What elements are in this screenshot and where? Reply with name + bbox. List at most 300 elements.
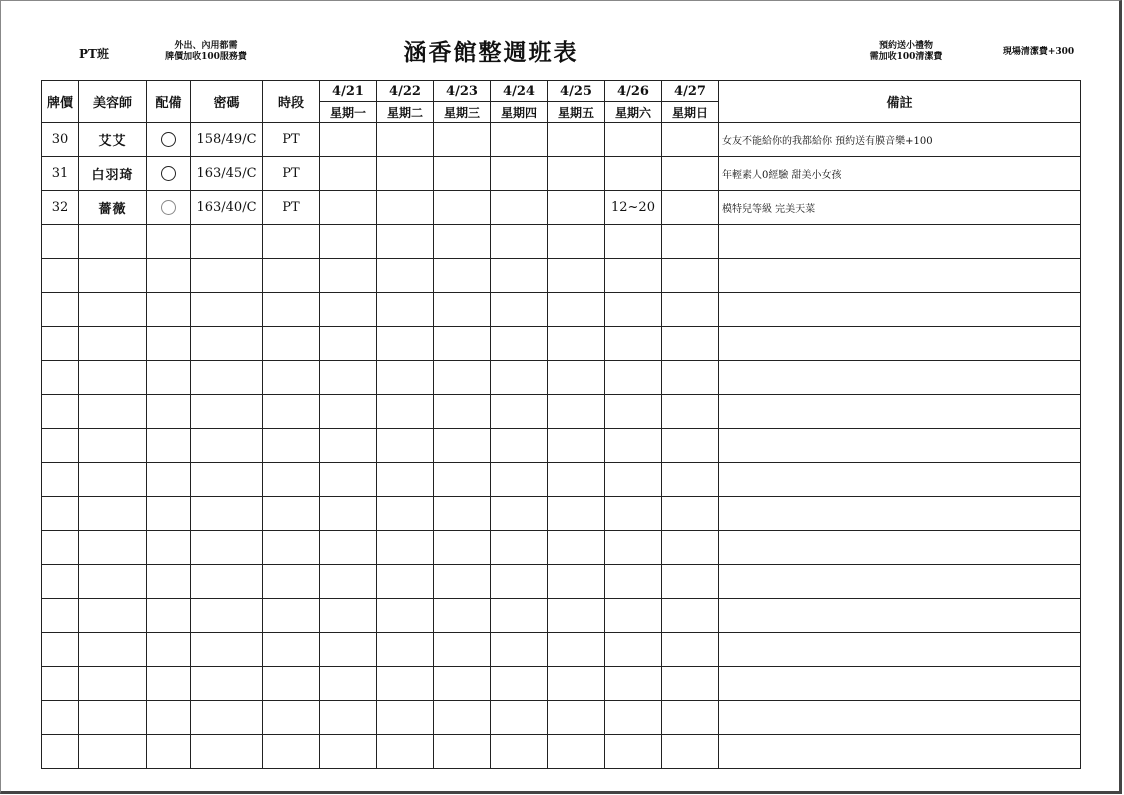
empty-cell[interactable] (263, 395, 320, 429)
empty-cell[interactable] (662, 701, 719, 735)
empty-cell[interactable] (79, 735, 147, 769)
empty-row (42, 701, 1081, 735)
empty-cell[interactable] (605, 395, 662, 429)
cell-schedule[interactable] (434, 157, 491, 191)
empty-cell[interactable] (377, 361, 434, 395)
cell-remark: 模特兒等級 完美天菜 (719, 191, 1081, 225)
empty-cell[interactable] (191, 667, 263, 701)
empty-cell[interactable] (42, 633, 79, 667)
empty-cell[interactable] (719, 667, 1081, 701)
empty-cell[interactable] (491, 225, 548, 259)
empty-cell[interactable] (491, 633, 548, 667)
empty-cell[interactable] (377, 667, 434, 701)
empty-cell[interactable] (548, 429, 605, 463)
empty-cell[interactable] (191, 735, 263, 769)
empty-cell[interactable] (377, 735, 434, 769)
cell-schedule[interactable] (434, 191, 491, 225)
empty-cell[interactable] (79, 633, 147, 667)
empty-cell[interactable] (320, 463, 377, 497)
empty-row (42, 259, 1081, 293)
col-header-stylist: 美容師 (79, 81, 147, 123)
col-header-period: 時段 (263, 81, 320, 123)
empty-cell[interactable] (191, 497, 263, 531)
table-row (42, 157, 1081, 191)
empty-cell[interactable] (377, 259, 434, 293)
empty-cell[interactable] (320, 429, 377, 463)
empty-cell[interactable] (719, 327, 1081, 361)
class-label: PT班 (79, 47, 109, 61)
empty-cell[interactable] (263, 327, 320, 361)
cell-period: PT (263, 191, 320, 225)
empty-cell[interactable] (434, 633, 491, 667)
empty-cell[interactable] (434, 667, 491, 701)
empty-cell[interactable] (147, 531, 191, 565)
cell-schedule[interactable] (662, 123, 719, 157)
empty-cell[interactable] (605, 463, 662, 497)
empty-cell[interactable] (662, 599, 719, 633)
empty-cell[interactable] (377, 497, 434, 531)
cell-schedule[interactable] (491, 191, 548, 225)
empty-cell[interactable] (191, 395, 263, 429)
empty-cell[interactable] (605, 259, 662, 293)
empty-cell[interactable] (719, 701, 1081, 735)
empty-cell[interactable] (605, 293, 662, 327)
empty-cell[interactable] (434, 293, 491, 327)
empty-cell[interactable] (662, 361, 719, 395)
empty-cell[interactable] (491, 531, 548, 565)
empty-cell[interactable] (548, 735, 605, 769)
empty-cell[interactable] (719, 463, 1081, 497)
empty-cell[interactable] (434, 463, 491, 497)
empty-cell[interactable] (605, 497, 662, 531)
service-fee-note (151, 41, 261, 64)
empty-row (42, 463, 1081, 497)
empty-cell[interactable] (263, 701, 320, 735)
empty-cell[interactable] (42, 327, 79, 361)
empty-cell[interactable] (548, 225, 605, 259)
empty-row (42, 667, 1081, 701)
empty-cell[interactable] (662, 225, 719, 259)
empty-cell[interactable] (662, 293, 719, 327)
empty-cell[interactable] (605, 599, 662, 633)
cell-schedule[interactable] (548, 123, 605, 157)
empty-cell[interactable] (263, 531, 320, 565)
empty-cell[interactable] (79, 701, 147, 735)
cell-schedule[interactable] (662, 157, 719, 191)
cell-schedule[interactable]: 12~20 (605, 191, 662, 225)
empty-cell[interactable] (191, 225, 263, 259)
empty-cell[interactable] (263, 599, 320, 633)
empty-cell[interactable] (548, 259, 605, 293)
empty-cell[interactable] (191, 361, 263, 395)
empty-cell[interactable] (320, 599, 377, 633)
empty-cell[interactable] (719, 531, 1081, 565)
empty-cell[interactable] (662, 633, 719, 667)
weekly-schedule-table (41, 80, 1081, 769)
cell-equip (147, 123, 191, 157)
empty-cell[interactable] (147, 667, 191, 701)
empty-row (42, 599, 1081, 633)
empty-cell[interactable] (434, 701, 491, 735)
empty-cell[interactable] (42, 429, 79, 463)
empty-cell[interactable] (377, 633, 434, 667)
empty-cell[interactable] (662, 735, 719, 769)
empty-cell[interactable] (42, 259, 79, 293)
empty-cell[interactable] (263, 293, 320, 327)
empty-cell[interactable] (434, 599, 491, 633)
empty-cell[interactable] (434, 565, 491, 599)
cell-code: 163/40/C (191, 191, 263, 225)
booking-note-line1: 預約送小禮物 (878, 41, 933, 51)
cell-schedule[interactable] (377, 123, 434, 157)
empty-cell[interactable] (434, 361, 491, 395)
empty-cell[interactable] (42, 293, 79, 327)
empty-cell[interactable] (548, 327, 605, 361)
empty-cell[interactable] (147, 259, 191, 293)
empty-cell[interactable] (377, 225, 434, 259)
empty-cell[interactable] (605, 361, 662, 395)
empty-cell[interactable] (191, 259, 263, 293)
empty-cell[interactable] (548, 565, 605, 599)
empty-cell[interactable] (191, 531, 263, 565)
empty-cell[interactable] (662, 497, 719, 531)
empty-cell[interactable] (662, 395, 719, 429)
empty-cell[interactable] (719, 361, 1081, 395)
empty-cell[interactable] (548, 497, 605, 531)
empty-cell[interactable] (263, 633, 320, 667)
empty-row (42, 395, 1081, 429)
empty-cell[interactable] (147, 633, 191, 667)
circle-icon (161, 166, 176, 181)
day-date: 4/22 (377, 81, 434, 102)
day-date: 4/24 (491, 81, 548, 102)
empty-cell[interactable] (320, 735, 377, 769)
cell-stylist-name: 薔薇 (79, 191, 147, 225)
empty-cell[interactable] (605, 327, 662, 361)
cell-schedule[interactable] (491, 157, 548, 191)
empty-row (42, 327, 1081, 361)
empty-cell[interactable] (79, 361, 147, 395)
empty-cell[interactable] (605, 633, 662, 667)
empty-cell[interactable] (377, 463, 434, 497)
empty-cell[interactable] (320, 531, 377, 565)
empty-cell[interactable] (491, 327, 548, 361)
empty-cell[interactable] (263, 735, 320, 769)
empty-cell[interactable] (147, 327, 191, 361)
cell-stylist-name: 艾艾 (79, 123, 147, 157)
cell-code: 158/49/C (191, 123, 263, 157)
cell-schedule[interactable] (548, 191, 605, 225)
empty-cell[interactable] (263, 361, 320, 395)
booking-note-line2: 需加收100清潔費 (869, 52, 943, 63)
empty-cell[interactable] (79, 395, 147, 429)
empty-cell[interactable] (320, 667, 377, 701)
day-weekday: 星期一 (320, 102, 377, 123)
cell-price: 31 (42, 157, 79, 191)
empty-cell[interactable] (79, 497, 147, 531)
empty-cell[interactable] (42, 565, 79, 599)
cell-schedule[interactable] (434, 123, 491, 157)
page-title: 涵香館整週班表 (403, 39, 579, 66)
empty-cell[interactable] (548, 701, 605, 735)
booking-note (846, 41, 966, 64)
empty-cell[interactable] (79, 429, 147, 463)
empty-cell[interactable] (491, 667, 548, 701)
day-weekday: 星期六 (605, 102, 662, 123)
empty-cell[interactable] (605, 225, 662, 259)
empty-cell[interactable] (377, 327, 434, 361)
empty-cell[interactable] (491, 429, 548, 463)
onsite-fee-note: 現場清潔費+300 (1002, 47, 1075, 57)
empty-cell[interactable] (491, 735, 548, 769)
empty-cell[interactable] (320, 633, 377, 667)
empty-cell[interactable] (191, 429, 263, 463)
day-weekday: 星期二 (377, 102, 434, 123)
empty-cell[interactable] (605, 565, 662, 599)
empty-cell[interactable] (320, 361, 377, 395)
empty-cell[interactable] (42, 701, 79, 735)
empty-cell[interactable] (719, 735, 1081, 769)
service-fee-note-line2: 牌價加收100服務費 (165, 52, 247, 63)
empty-cell[interactable] (79, 599, 147, 633)
empty-cell[interactable] (79, 327, 147, 361)
empty-cell[interactable] (377, 531, 434, 565)
empty-cell[interactable] (42, 667, 79, 701)
empty-cell[interactable] (147, 429, 191, 463)
empty-cell[interactable] (548, 599, 605, 633)
col-header-price: 牌價 (42, 81, 79, 123)
empty-cell[interactable] (42, 463, 79, 497)
cell-schedule[interactable] (491, 123, 548, 157)
empty-cell[interactable] (147, 701, 191, 735)
empty-cell[interactable] (719, 497, 1081, 531)
empty-cell[interactable] (191, 633, 263, 667)
day-weekday: 星期三 (434, 102, 491, 123)
empty-cell[interactable] (79, 565, 147, 599)
empty-cell[interactable] (548, 531, 605, 565)
empty-cell[interactable] (491, 599, 548, 633)
empty-cell[interactable] (605, 429, 662, 463)
empty-cell[interactable] (434, 395, 491, 429)
empty-cell[interactable] (320, 327, 377, 361)
empty-cell[interactable] (719, 633, 1081, 667)
empty-cell[interactable] (662, 327, 719, 361)
table-row (42, 123, 1081, 157)
empty-cell[interactable] (147, 225, 191, 259)
empty-cell[interactable] (377, 599, 434, 633)
empty-cell[interactable] (79, 531, 147, 565)
empty-cell[interactable] (491, 259, 548, 293)
col-header-remarks: 備註 (719, 81, 1081, 123)
empty-cell[interactable] (320, 225, 377, 259)
empty-cell[interactable] (605, 701, 662, 735)
empty-cell[interactable] (434, 327, 491, 361)
empty-cell[interactable] (320, 259, 377, 293)
cell-stylist-name: 白羽琦 (79, 157, 147, 191)
empty-cell[interactable] (263, 429, 320, 463)
empty-cell[interactable] (491, 395, 548, 429)
empty-cell[interactable] (491, 701, 548, 735)
empty-cell[interactable] (662, 259, 719, 293)
empty-cell[interactable] (719, 293, 1081, 327)
empty-cell[interactable] (662, 463, 719, 497)
empty-cell[interactable] (42, 225, 79, 259)
cell-period: PT (263, 123, 320, 157)
cell-price: 30 (42, 123, 79, 157)
cell-schedule[interactable] (320, 191, 377, 225)
cell-code: 163/45/C (191, 157, 263, 191)
day-date: 4/23 (434, 81, 491, 102)
empty-cell[interactable] (147, 395, 191, 429)
empty-cell[interactable] (377, 565, 434, 599)
empty-cell[interactable] (263, 667, 320, 701)
day-date: 4/27 (662, 81, 719, 102)
empty-cell[interactable] (147, 497, 191, 531)
circle-icon (161, 200, 176, 215)
empty-cell[interactable] (263, 565, 320, 599)
empty-cell[interactable] (548, 667, 605, 701)
empty-cell[interactable] (147, 565, 191, 599)
empty-cell[interactable] (491, 463, 548, 497)
table-row (42, 191, 1081, 225)
empty-row (42, 293, 1081, 327)
empty-cell[interactable] (263, 259, 320, 293)
empty-cell[interactable] (719, 565, 1081, 599)
cell-period: PT (263, 157, 320, 191)
empty-cell[interactable] (719, 259, 1081, 293)
empty-cell[interactable] (377, 293, 434, 327)
empty-cell[interactable] (377, 429, 434, 463)
empty-cell[interactable] (491, 361, 548, 395)
empty-cell[interactable] (434, 735, 491, 769)
empty-cell[interactable] (605, 667, 662, 701)
empty-cell[interactable] (662, 531, 719, 565)
col-header-equip: 配備 (147, 81, 191, 123)
cell-schedule[interactable] (548, 157, 605, 191)
empty-cell[interactable] (42, 531, 79, 565)
empty-cell[interactable] (320, 293, 377, 327)
empty-cell[interactable] (147, 463, 191, 497)
cell-schedule[interactable] (320, 123, 377, 157)
cell-schedule[interactable] (605, 123, 662, 157)
empty-row (42, 429, 1081, 463)
cell-equip (147, 157, 191, 191)
empty-cell[interactable] (42, 395, 79, 429)
empty-cell[interactable] (263, 225, 320, 259)
empty-row (42, 497, 1081, 531)
empty-cell[interactable] (42, 735, 79, 769)
day-weekday: 星期五 (548, 102, 605, 123)
empty-cell[interactable] (42, 497, 79, 531)
empty-cell[interactable] (79, 259, 147, 293)
empty-cell[interactable] (42, 361, 79, 395)
cell-price: 32 (42, 191, 79, 225)
empty-cell[interactable] (491, 497, 548, 531)
empty-cell[interactable] (147, 293, 191, 327)
cell-schedule[interactable] (377, 157, 434, 191)
empty-cell[interactable] (191, 327, 263, 361)
cell-schedule[interactable] (605, 157, 662, 191)
cell-remark: 年輕素人0經驗 甜美小女孩 (719, 157, 1081, 191)
empty-cell[interactable] (434, 259, 491, 293)
empty-cell[interactable] (263, 463, 320, 497)
empty-cell[interactable] (548, 633, 605, 667)
cell-schedule[interactable] (320, 157, 377, 191)
empty-row (42, 735, 1081, 769)
col-header-code: 密碼 (191, 81, 263, 123)
empty-cell[interactable] (79, 293, 147, 327)
empty-cell[interactable] (434, 429, 491, 463)
empty-cell[interactable] (434, 225, 491, 259)
cell-remark: 女友不能給你的我都給你 預約送有膜音樂+100 (719, 123, 1081, 157)
empty-cell[interactable] (605, 531, 662, 565)
empty-row (42, 565, 1081, 599)
empty-cell[interactable] (434, 497, 491, 531)
cell-equip (147, 191, 191, 225)
cell-schedule[interactable] (377, 191, 434, 225)
empty-cell[interactable] (191, 293, 263, 327)
empty-cell[interactable] (662, 565, 719, 599)
day-date: 4/25 (548, 81, 605, 102)
empty-row (42, 225, 1081, 259)
empty-cell[interactable] (191, 701, 263, 735)
empty-cell[interactable] (320, 395, 377, 429)
service-fee-note-line1: 外出、內用都需 (174, 41, 238, 51)
empty-cell[interactable] (434, 531, 491, 565)
empty-cell[interactable] (147, 361, 191, 395)
empty-cell[interactable] (662, 667, 719, 701)
empty-cell[interactable] (719, 429, 1081, 463)
empty-cell[interactable] (79, 667, 147, 701)
empty-cell[interactable] (147, 599, 191, 633)
empty-cell[interactable] (548, 463, 605, 497)
empty-cell[interactable] (263, 497, 320, 531)
day-date: 4/26 (605, 81, 662, 102)
empty-row (42, 361, 1081, 395)
empty-cell[interactable] (320, 497, 377, 531)
day-weekday: 星期日 (662, 102, 719, 123)
empty-row (42, 633, 1081, 667)
empty-cell[interactable] (548, 395, 605, 429)
empty-cell[interactable] (719, 395, 1081, 429)
empty-cell[interactable] (320, 565, 377, 599)
empty-cell[interactable] (491, 565, 548, 599)
empty-cell[interactable] (320, 701, 377, 735)
empty-cell[interactable] (147, 735, 191, 769)
empty-cell[interactable] (42, 599, 79, 633)
empty-cell[interactable] (662, 429, 719, 463)
empty-cell[interactable] (79, 225, 147, 259)
empty-cell[interactable] (191, 463, 263, 497)
day-date: 4/21 (320, 81, 377, 102)
empty-cell[interactable] (719, 225, 1081, 259)
empty-cell[interactable] (719, 599, 1081, 633)
empty-cell[interactable] (79, 463, 147, 497)
empty-cell[interactable] (377, 701, 434, 735)
empty-cell[interactable] (605, 735, 662, 769)
empty-cell[interactable] (491, 293, 548, 327)
schedule-rows (42, 123, 1081, 769)
empty-cell[interactable] (191, 565, 263, 599)
empty-cell[interactable] (377, 395, 434, 429)
empty-cell[interactable] (548, 361, 605, 395)
empty-row (42, 531, 1081, 565)
empty-cell[interactable] (191, 599, 263, 633)
circle-icon (161, 132, 176, 147)
cell-schedule[interactable] (662, 191, 719, 225)
empty-cell[interactable] (548, 293, 605, 327)
day-weekday: 星期四 (491, 102, 548, 123)
